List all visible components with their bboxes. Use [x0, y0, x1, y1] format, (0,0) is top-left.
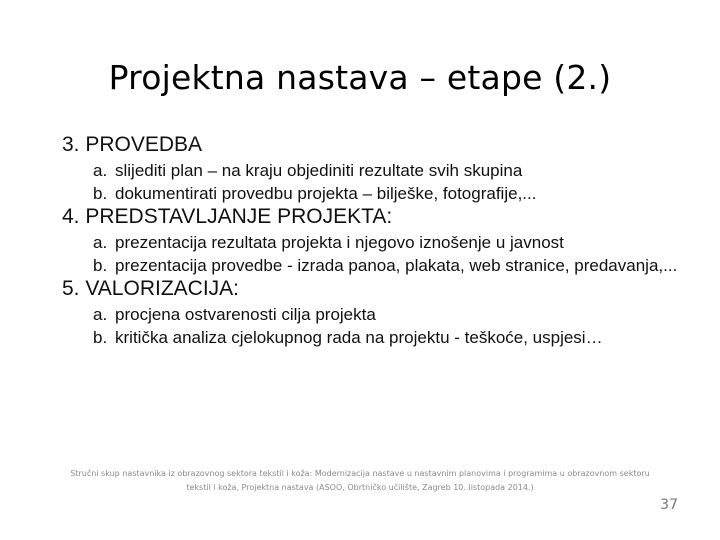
item-letter: a.	[93, 161, 108, 180]
section-valorizacija	[62, 276, 702, 348]
item-text: kritička analiza cjelokupnog rada na projektu - teškoće, uspjesi…	[115, 328, 603, 347]
list-item	[93, 233, 702, 253]
item-letter: a.	[93, 305, 108, 324]
section-heading: 3. PROVEDBA	[62, 133, 203, 156]
item-text: prezentacija rezultata projekta i njegovo iznošenje u javnost	[115, 233, 564, 252]
item-text: prezentacija provedbe - izrada panoa, plakata, web stranice, predavanja,...	[115, 256, 678, 275]
list-item	[93, 328, 702, 348]
sub-list	[93, 161, 702, 204]
item-text: slijediti plan – na kraju objediniti rezultate svih skupina	[115, 161, 523, 180]
slide-content	[62, 132, 702, 348]
slide-title: Projektna nastava – etape (2.)	[108, 58, 612, 97]
section-heading: 5. VALORIZACIJA:	[62, 277, 239, 300]
section-heading: 4. PREDSTAVLJANJE PROJEKTA:	[62, 205, 393, 228]
item-letter: a.	[93, 233, 108, 252]
slide-footer: Stručni skup nastavnika iz obrazovnog sektora tekstil i koža: Modernizacija nastave u nastavnim planovima i programima u obrazovnom sektoru tekstil i koža, Projektna nastava (ASOO, Obrtničko učilište, Zagreb 10. listopada 2014.)	[70, 469, 650, 492]
list-item	[93, 184, 702, 204]
sub-list	[93, 233, 702, 276]
item-letter: b.	[93, 256, 108, 275]
list-item	[93, 305, 702, 325]
item-letter: b.	[93, 328, 108, 347]
list-item	[93, 161, 702, 181]
page-number: 37	[660, 497, 678, 513]
item-text: dokumentirati provedbu projekta – bilješke, fotografije,...	[115, 184, 537, 203]
item-text: procjena ostvarenosti cilja projekta	[115, 305, 376, 324]
list-item	[93, 256, 702, 276]
item-letter: b.	[93, 184, 108, 203]
sub-list	[93, 305, 702, 348]
section-predstavljanje	[62, 204, 702, 276]
section-provedba	[62, 132, 702, 204]
